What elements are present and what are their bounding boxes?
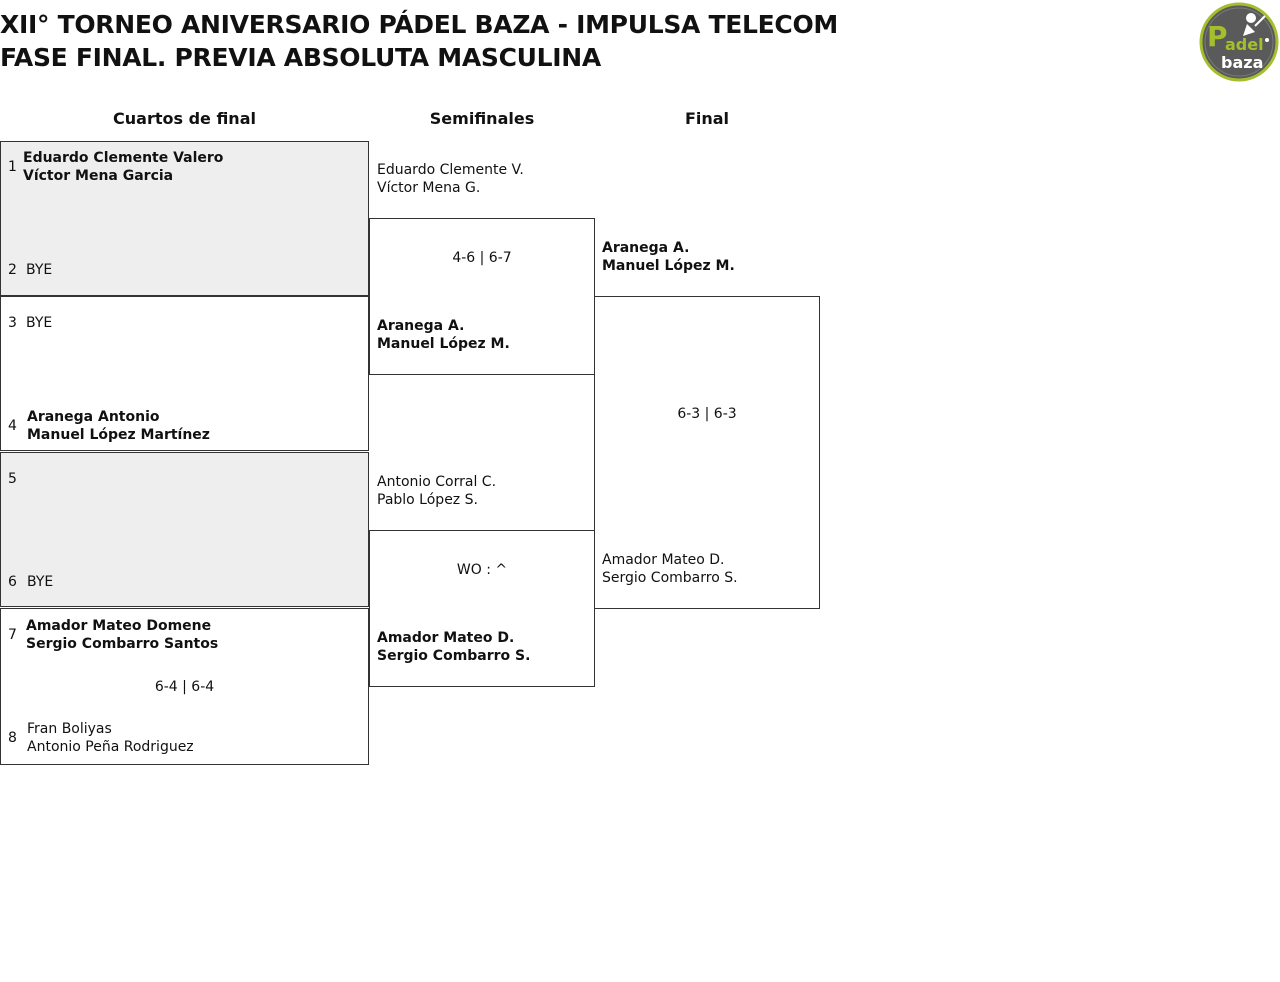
quarterfinal-team-7 xyxy=(26,617,218,653)
player-name: Víctor Mena G. xyxy=(377,180,481,196)
player-name: BYE xyxy=(26,262,53,278)
svg-text:baza: baza xyxy=(1221,53,1264,72)
player-name: Eduardo Clemente V. xyxy=(377,162,524,178)
seed-number: 4 xyxy=(8,418,17,434)
player-name: Amador Mateo D. xyxy=(602,552,725,568)
player-name: Aranega Antonio xyxy=(27,409,160,425)
match-score: 4-6 | 6-7 xyxy=(452,250,512,266)
seed-number: 1 xyxy=(8,159,17,175)
final-team-2 xyxy=(602,551,738,587)
quarterfinal-team-6 xyxy=(27,573,53,591)
svg-text:adel: adel xyxy=(1225,35,1264,54)
player-name: Amador Mateo D. xyxy=(377,630,515,646)
svg-text:P: P xyxy=(1207,20,1228,53)
player-name: Sergio Combarro Santos xyxy=(26,636,219,652)
player-name: BYE xyxy=(27,574,54,590)
player-name: Antonio Peña Rodriguez xyxy=(27,739,194,755)
match-score: WO : ^ xyxy=(456,562,508,578)
player-name: Manuel López M. xyxy=(602,258,735,274)
player-name: Víctor Mena Garcia xyxy=(23,168,174,184)
quarterfinal-team-8 xyxy=(27,720,194,756)
final-team-1 xyxy=(602,239,735,275)
quarterfinal-team-3 xyxy=(26,314,52,332)
quarterfinal-match-3 xyxy=(0,452,369,607)
seed-number: 6 xyxy=(8,574,17,590)
player-name: Fran Boliyas xyxy=(27,721,112,737)
player-name: Eduardo Clemente Valero xyxy=(23,150,224,166)
title-line-2: FASE FINAL. PREVIA ABSOLUTA MASCULINA xyxy=(0,43,601,72)
player-name: Sergio Combarro S. xyxy=(602,570,738,586)
player-name: Pablo López S. xyxy=(377,492,478,508)
column-header-final: Final xyxy=(684,109,730,128)
semifinal-team-1 xyxy=(377,161,524,197)
seed-number: 3 xyxy=(8,315,17,331)
seed-number: 5 xyxy=(8,471,17,487)
column-header-quarterfinals: Cuartos de final xyxy=(113,109,256,128)
player-name: Manuel López Martínez xyxy=(27,427,210,443)
player-name: Amador Mateo Domene xyxy=(26,618,212,634)
player-name: Antonio Corral C. xyxy=(377,474,497,490)
quarterfinal-team-1 xyxy=(23,149,223,185)
player-name: Aranega A. xyxy=(602,240,690,256)
seed-number: 8 xyxy=(8,730,17,746)
player-name: Manuel López M. xyxy=(377,336,510,352)
seed-number: 2 xyxy=(8,262,17,278)
player-name: BYE xyxy=(26,315,53,331)
player-name: Aranega A. xyxy=(377,318,465,334)
title-line-1: XII° TORNEO ANIVERSARIO PÁDEL BAZA - IMPULSA TELECOM xyxy=(0,10,839,39)
semifinal-team-3 xyxy=(377,473,496,509)
match-score: 6-3 | 6-3 xyxy=(677,406,737,422)
quarterfinal-team-2 xyxy=(26,261,52,279)
player-name: Sergio Combarro S. xyxy=(377,648,531,664)
page-title xyxy=(0,8,838,74)
quarterfinal-team-4 xyxy=(27,408,210,444)
seed-number: 7 xyxy=(8,627,17,643)
match-score: 6-4 | 6-4 xyxy=(154,679,215,695)
padel-baza-logo xyxy=(1199,2,1279,82)
semifinal-team-4 xyxy=(377,629,530,665)
semifinal-team-2 xyxy=(377,317,510,353)
column-header-semifinals: Semifinales xyxy=(429,109,535,128)
